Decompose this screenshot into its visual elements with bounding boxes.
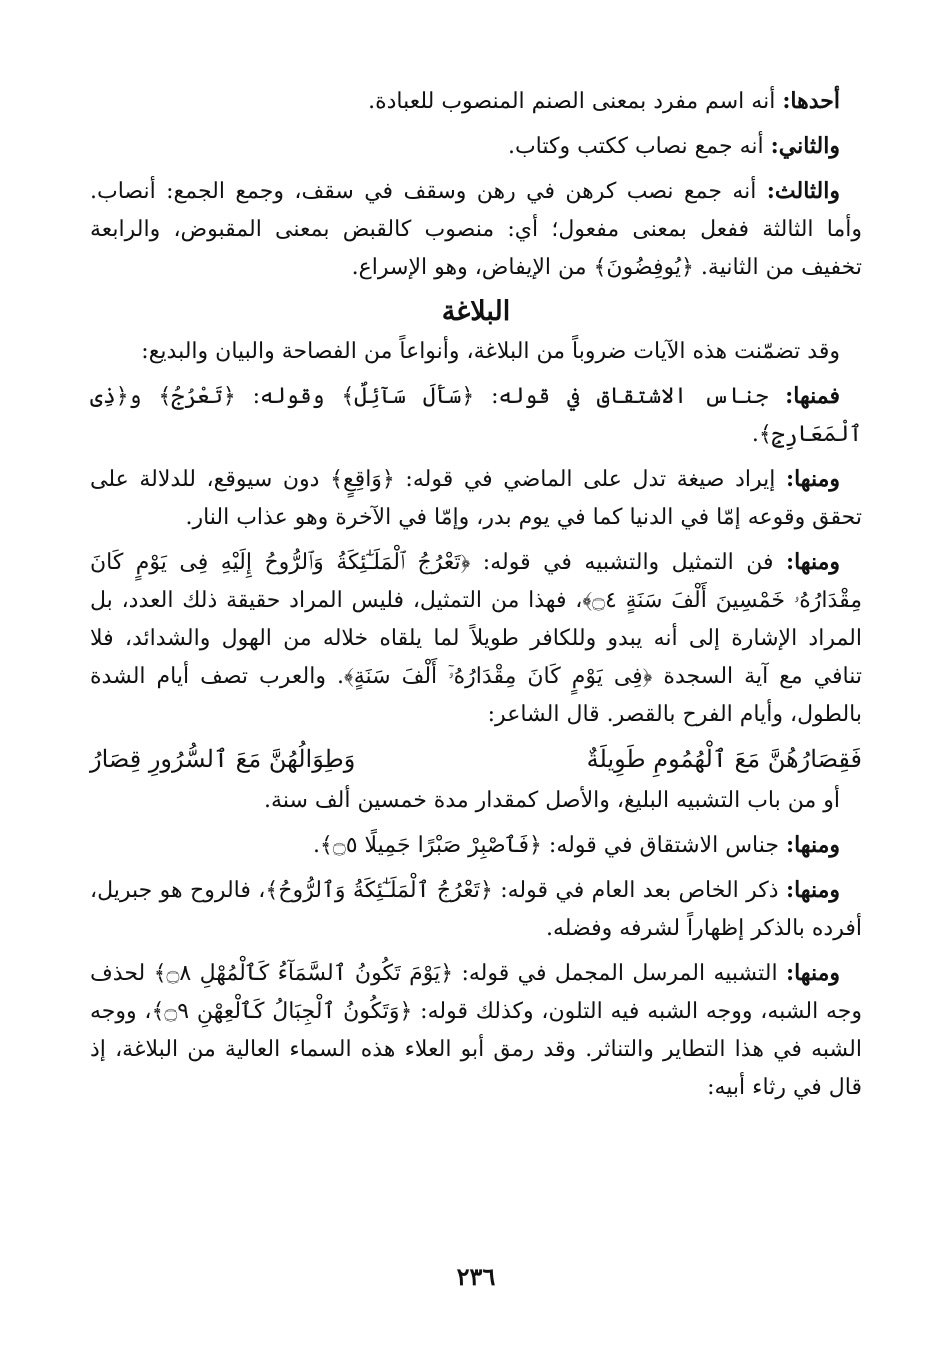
section-heading: البلاغة bbox=[441, 296, 511, 327]
after-verse-paragraph: أو من باب التشبيه البليغ، والأصل كمقدار مدة خمسين ألف سنة. bbox=[264, 788, 840, 813]
rhetoric-item bbox=[90, 954, 862, 1107]
item-label: ومنها: bbox=[785, 960, 840, 986]
rhetoric-item bbox=[90, 543, 862, 734]
intro-paragraph: وقد تضمّنت هذه الآيات ضروباً من البلاغة، وأنواعاً من الفصاحة والبيان والبديع: bbox=[141, 339, 840, 364]
item-text: فن التمثيل والتشبيه في قوله: ﴿تَعْرُجُ ٱلْمَلَـٰٓئِكَةُ وَٱلرُّوحُ إِلَيْهِ فِى يَوْمٍ كَانَ مِقْدَارُهُۥ خَمْسِينَ أَلْفَ سَنَةٍ ۝٤﴾، فهذا من التمثيل، فليس المراد حقيقة ذلك العدد، بل المراد الإشارة إلى أنه يبدو وللكافر طويلاً لما يلقاه خلاله من الهول والشدائد، فلا تنافي مع آية السجدة ﴿فِى يَوْمٍ كَانَ مِقْدَارُهُۥٓ أَلْفَ سَنَةٍ﴾. والعرب تصف أيام الشدة بالطول، وأيام الفرح بالقصر. قال الشاعر: bbox=[90, 550, 863, 727]
page-number: ٢٣٦ bbox=[456, 1262, 496, 1291]
paragraph-label: والثاني: bbox=[770, 133, 840, 159]
rhetoric-item bbox=[90, 377, 862, 454]
paragraph-text: أنه اسم مفرد بمعنى الصنم المنصوب للعبادة. bbox=[368, 89, 783, 114]
paragraph-second-meaning bbox=[90, 127, 862, 166]
paragraph-label: والثالث: bbox=[766, 178, 840, 204]
page-body bbox=[90, 82, 862, 1113]
item-text: ذكر الخاص بعد العام في قوله: ﴿تَعْرُجُ ٱلْمَلَـٰٓئِكَةُ وَٱلرُّوحُ﴾، فالروح هو جبريل، أفرده بالذكر إظهاراً لشرفه وفضله. bbox=[90, 878, 862, 941]
item-label: ومنها: bbox=[785, 877, 840, 903]
verse-second-hemistich: وَطِوَالُهُنَّ مَعَ ٱلسُّرُورِ قِصَارُ bbox=[90, 745, 356, 773]
item-text: جناس الاشتقاق في قوله: ﴿فَٱصْبِرْ صَبْرًا جَمِيلًا ۝٥﴾. bbox=[312, 833, 786, 858]
paragraph-first-meaning bbox=[90, 82, 862, 121]
item-label: فمنها: bbox=[785, 383, 840, 409]
verse-first-hemistich: فَقِصَارُهُنَّ مَعَ ٱلْهُمُومِ طَوِيلَةٌ bbox=[586, 745, 862, 773]
item-text: التشبيه المرسل المجمل في قوله: ﴿يَوْمَ تَكُونُ ٱلسَّمَآءُ كَٱلْمُهْلِ ۝٨﴾ لحذف وجه الشبه، ووجه الشبه فيه التلون، وكذلك قوله: ﴿وَتَكُونُ ٱلْجِبَالُ كَٱلْعِهْنِ ۝٩﴾، ووجه الشبه في هذا التطاير والتناثر. وقد رمق أبو العلاء هذه السماء العالية من البلاغة، إذ قال في رثاء أبيه: bbox=[90, 961, 862, 1100]
item-label: ومنها: bbox=[785, 832, 840, 858]
item-text: جناس الاشتقاق في قوله: ﴿سَأَلَ سَآئِلٌ﴾ وقوله: ﴿تَعْرُجُ﴾ و﴿ذِى ٱلْمَعَارِجِ﴾. bbox=[90, 384, 862, 447]
item-label: ومنها: bbox=[785, 466, 840, 492]
poetry-verse bbox=[90, 740, 862, 778]
item-label: ومنها: bbox=[785, 549, 840, 575]
paragraph-text: أنه جمع نصب كرهن في رهن وسقف في سقف، وجمع الجمع: أنصاب. وأما الثالثة ففعل بمعنى مفعول؛ أي: منصوب كالقبض بمعنى المقبوض، والرابعة تخفيف من الثانية. ﴿يُوفِضُونَ﴾ من الإيفاض، وهو الإسراع. bbox=[90, 179, 862, 280]
paragraph-text: أنه جمع نصاب ككتب وكتاب. bbox=[507, 134, 771, 159]
item-text: إيراد صيغة تدل على الماضي في قوله: ﴿وَاقِعٍ﴾ دون سيوقع، للدلالة على تحقق وقوعه إمّا في الدنيا كما في يوم بدر، وإمّا في الآخرة وهو عذاب النار. bbox=[90, 467, 862, 530]
paragraph-label: أحدها: bbox=[782, 88, 840, 114]
rhetoric-item bbox=[90, 871, 862, 948]
rhetoric-item bbox=[90, 460, 862, 537]
rhetoric-item bbox=[90, 826, 862, 865]
paragraph-third-meaning bbox=[90, 172, 862, 287]
